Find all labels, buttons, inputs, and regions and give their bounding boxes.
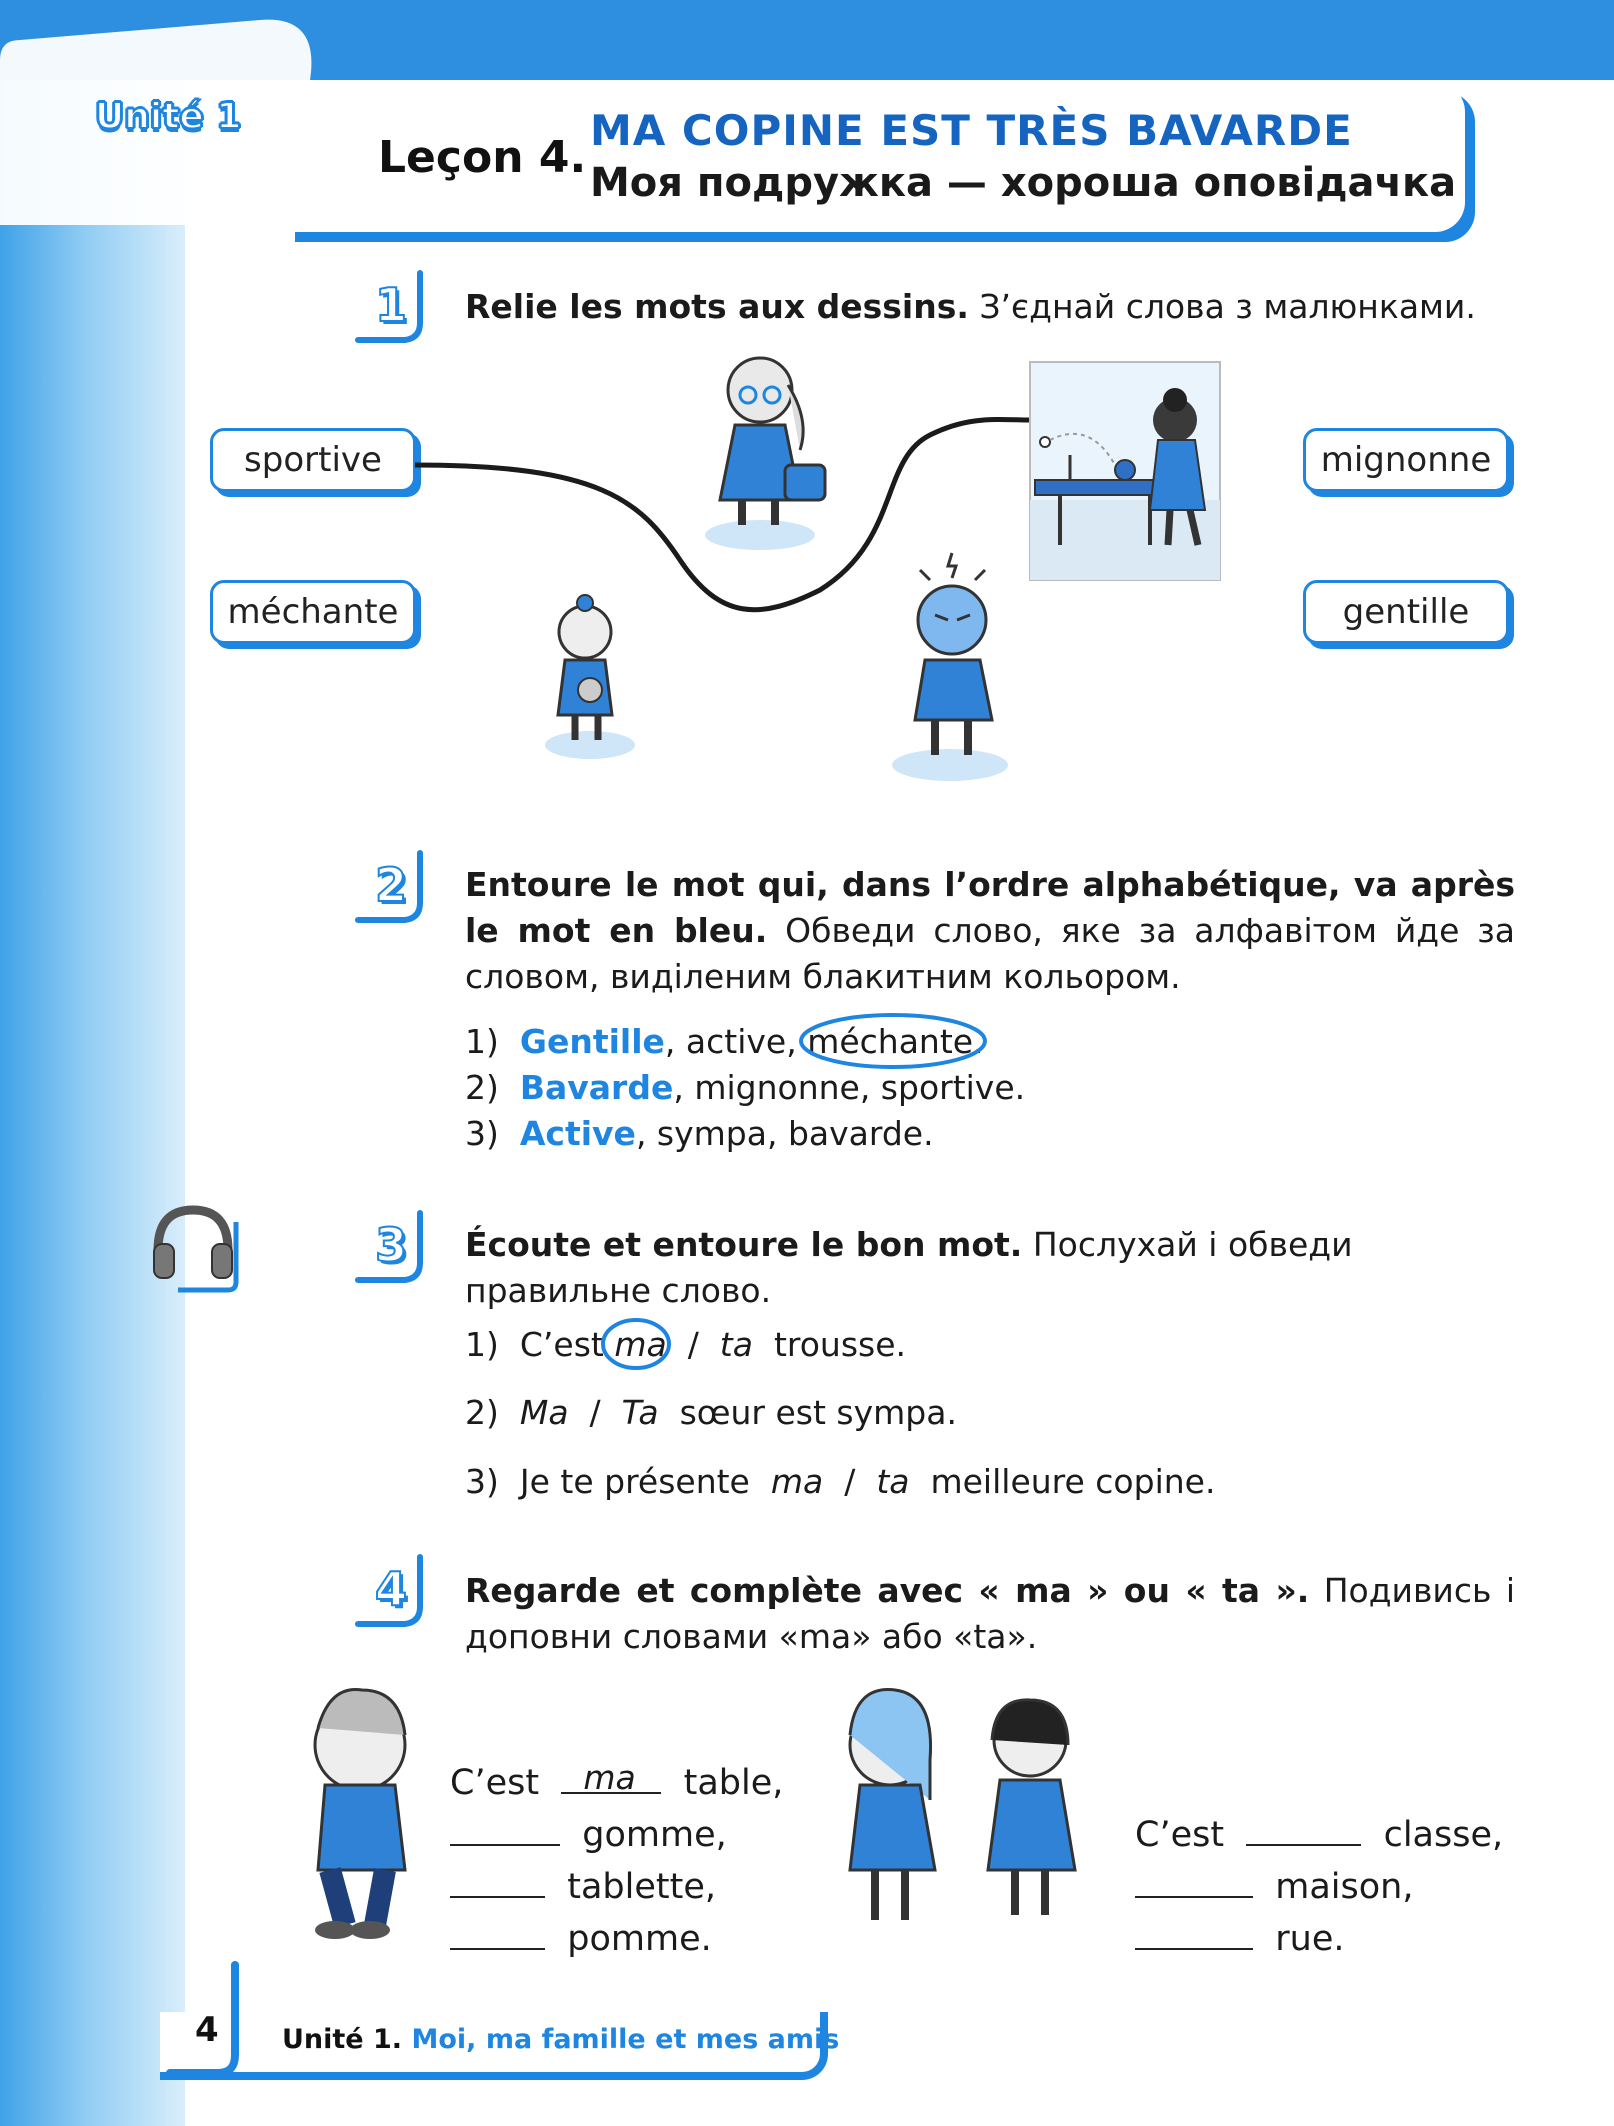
- circled-answer[interactable]: méchante.: [807, 1022, 983, 1061]
- blank-field[interactable]: [1246, 1812, 1361, 1846]
- blank-field[interactable]: [450, 1864, 545, 1898]
- ex4-right-line-2: maison,: [1135, 1864, 1414, 1907]
- unit-tab-label: Unité 1: [95, 96, 242, 137]
- lesson-title-fr: MA COPINE EST TRÈS BAVARDE: [590, 106, 1353, 155]
- exercise-3-number: 3: [375, 1218, 408, 1272]
- word-box-sportive[interactable]: sportive: [210, 428, 416, 492]
- exercise-2-item-3: 3) Active, sympa, bavarde.: [465, 1114, 934, 1153]
- exercise-1-number: 1: [375, 278, 408, 332]
- exercise-2-item-1: 1) Gentille, active, méchante.: [465, 1022, 984, 1061]
- lesson-title-ua: Моя подружка — хороша оповідачка: [590, 160, 1457, 206]
- word-box-gentille[interactable]: gentille: [1303, 580, 1509, 644]
- exercise-3-instruction: Écoute et entoure le bon mot. Послухай і обведи правильне слово.: [465, 1225, 1353, 1310]
- word-box-mignonne[interactable]: mignonne: [1303, 428, 1509, 492]
- ex4-right-line-1: C’est classe,: [1135, 1812, 1503, 1855]
- exercise-2-instruction: Entoure le mot qui, dans l’ordre alphabétique, va après le mot en bleu. Обведи слово, яке за алфавітом йде за словом, виділеним блакитним кольором.: [465, 865, 1516, 996]
- blank-field[interactable]: [1135, 1864, 1253, 1898]
- two-girls-illustration: [850, 1690, 1075, 1920]
- circled-answer-ma[interactable]: ma: [614, 1325, 666, 1364]
- ex4-left-line-1: C’est ma table,: [450, 1758, 784, 1803]
- blank-field[interactable]: [450, 1916, 545, 1950]
- ex4-left-line-3: tablette,: [450, 1864, 716, 1907]
- blank-field[interactable]: [1135, 1916, 1253, 1950]
- ex4-right-line-3: rue.: [1135, 1916, 1345, 1959]
- exercise-2-number: 2: [375, 858, 408, 912]
- exercise-4-number: 4: [375, 1562, 408, 1616]
- blank-field[interactable]: [450, 1812, 560, 1846]
- lesson-label: Leçon 4.: [378, 132, 587, 183]
- footer-title: Unité 1. Moi, ma famille et mes amis: [282, 2024, 840, 2055]
- ex4-left-line-4: pomme.: [450, 1916, 712, 1959]
- ex4-left-line-2: gomme,: [450, 1812, 727, 1855]
- exercise-1-instruction: Relie les mots aux dessins. З’єднай слова з малюнками.: [465, 287, 1476, 326]
- exercise-3-item-2: 2) Ma / Ta sœur est sympa.: [465, 1393, 957, 1432]
- exercise-3-item-1: 1) C’est ma / ta trousse.: [465, 1325, 906, 1364]
- blank-field[interactable]: ma: [561, 1760, 661, 1794]
- word-box-mechante[interactable]: méchante: [210, 580, 416, 644]
- exercise-4-instruction: Regarde et complète avec « ma » ou « ta ». Подивись і доповни словами «ma» або «ta».: [465, 1571, 1515, 1656]
- exercise-3-item-3: 3) Je te présente ma / ta meilleure copine.: [465, 1462, 1216, 1501]
- page-number: 4: [195, 2010, 219, 2050]
- boy-illustration: [315, 1689, 405, 1939]
- exercise-2-item-2: 2) Bavarde, mignonne, sportive.: [465, 1068, 1026, 1107]
